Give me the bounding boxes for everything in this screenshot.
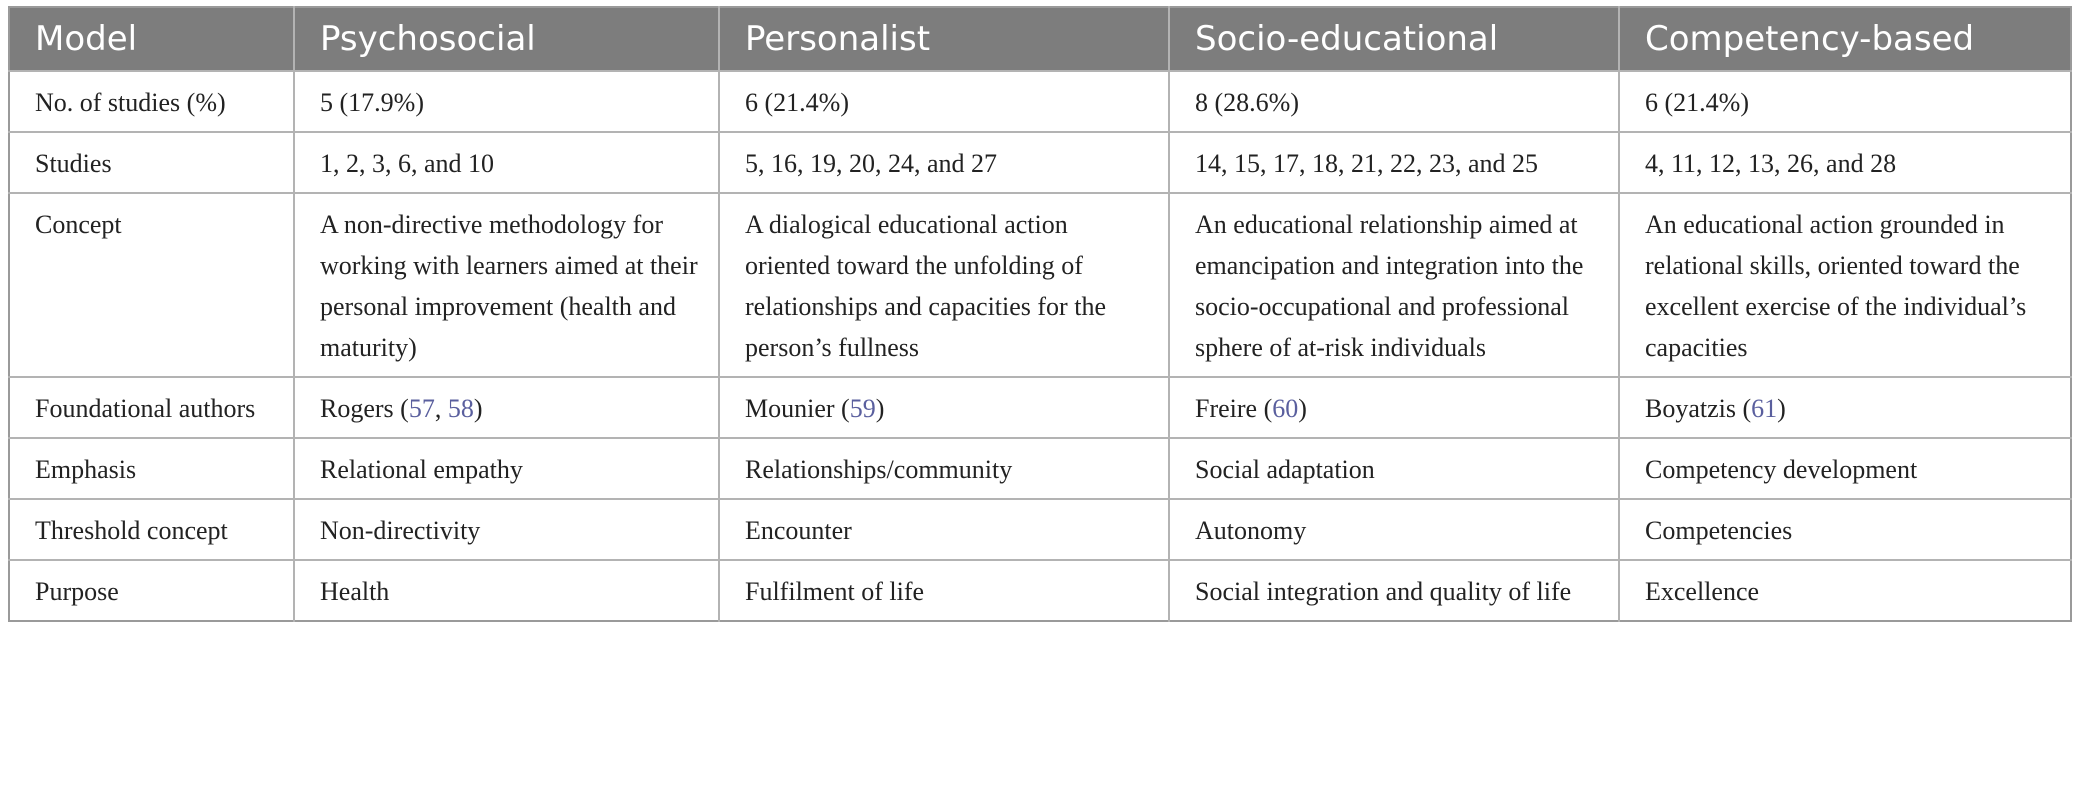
- table-cell: 6 (21.4%): [1619, 71, 2071, 132]
- row-label-text: Foundational authors: [35, 394, 256, 423]
- table-cell: Fulfilment of life: [719, 560, 1169, 621]
- models-table-container: [8, 6, 2070, 622]
- table-cell: Competency development: [1619, 438, 2071, 499]
- table-cell: 5 (17.9%): [294, 71, 719, 132]
- header-model: Model: [9, 7, 294, 71]
- table-cell: An educational action grounded in relational skills, oriented toward the excellent exercise of the individual’s capacities: [1619, 193, 2071, 377]
- table-cell: Excellence: [1619, 560, 2071, 621]
- row-label: Threshold concept: [9, 499, 294, 560]
- citation-link[interactable]: 58: [447, 394, 474, 423]
- table-cell: An educational relationship aimed at emancipation and integration into the socio-occupational and professional sphere of at-risk individuals: [1169, 193, 1619, 377]
- table-cell: Freire (60): [1169, 377, 1619, 438]
- row-label: [9, 377, 294, 438]
- author-name: Mounier: [745, 394, 835, 423]
- author-name: Rogers: [320, 394, 394, 423]
- table-row: [9, 438, 2071, 499]
- row-label: Emphasis: [9, 438, 294, 499]
- table-row: [9, 193, 2071, 377]
- models-comparison-table: [8, 6, 2072, 622]
- citation-link[interactable]: 57: [408, 394, 435, 423]
- table-row: [9, 560, 2071, 621]
- table-cell: 8 (28.6%): [1169, 71, 1619, 132]
- table-cell: Health: [294, 560, 719, 621]
- table-cell: Social adaptation: [1169, 438, 1619, 499]
- citation-link[interactable]: 59: [849, 394, 876, 423]
- table-row: [9, 499, 2071, 560]
- table-cell: A dialogical educational action oriented toward the unfolding of relationships and capacities for the person’s fullness: [719, 193, 1169, 377]
- table-cell: Non-directivity: [294, 499, 719, 560]
- table-cell: Autonomy: [1169, 499, 1619, 560]
- table-cell: 14, 15, 17, 18, 21, 22, 23, and 25: [1169, 132, 1619, 193]
- table-cell: Mounier (59): [719, 377, 1169, 438]
- table-row: [9, 132, 2071, 193]
- table-cell: 1, 2, 3, 6, and 10: [294, 132, 719, 193]
- table-row: [9, 377, 2071, 438]
- table-cell: 4, 11, 12, 13, 26, and 28: [1619, 132, 2071, 193]
- header-socio-educational: Socio-educational: [1169, 7, 1619, 71]
- row-label: Purpose: [9, 560, 294, 621]
- row-label: No. of studies (%): [9, 71, 294, 132]
- header-row: [9, 7, 2071, 71]
- row-label: Concept: [9, 193, 294, 377]
- table-cell: Social integration and quality of life: [1169, 560, 1619, 621]
- table-cell: 5, 16, 19, 20, 24, and 27: [719, 132, 1169, 193]
- table-cell: Relationships/community: [719, 438, 1169, 499]
- author-name: Boyatzis: [1645, 394, 1736, 423]
- citation-separator: ,: [434, 394, 448, 423]
- table-cell: Encounter: [719, 499, 1169, 560]
- table-cell: A non-directive methodology for working with learners aimed at their personal improvement (health and maturity): [294, 193, 719, 377]
- table-cell: Relational empathy: [294, 438, 719, 499]
- table-row: [9, 71, 2071, 132]
- row-label: Studies: [9, 132, 294, 193]
- table-cell: Competencies: [1619, 499, 2071, 560]
- header-psychosocial: Psychosocial: [294, 7, 719, 71]
- table-cell: Rogers (57, 58): [294, 377, 719, 438]
- citation-link[interactable]: 61: [1751, 394, 1778, 423]
- citation-link[interactable]: 60: [1272, 394, 1299, 423]
- table-cell: 6 (21.4%): [719, 71, 1169, 132]
- table-cell: Boyatzis (61): [1619, 377, 2071, 438]
- author-name: Freire: [1195, 394, 1258, 423]
- header-personalist: Personalist: [719, 7, 1169, 71]
- header-competency-based: Competency-based: [1619, 7, 2071, 71]
